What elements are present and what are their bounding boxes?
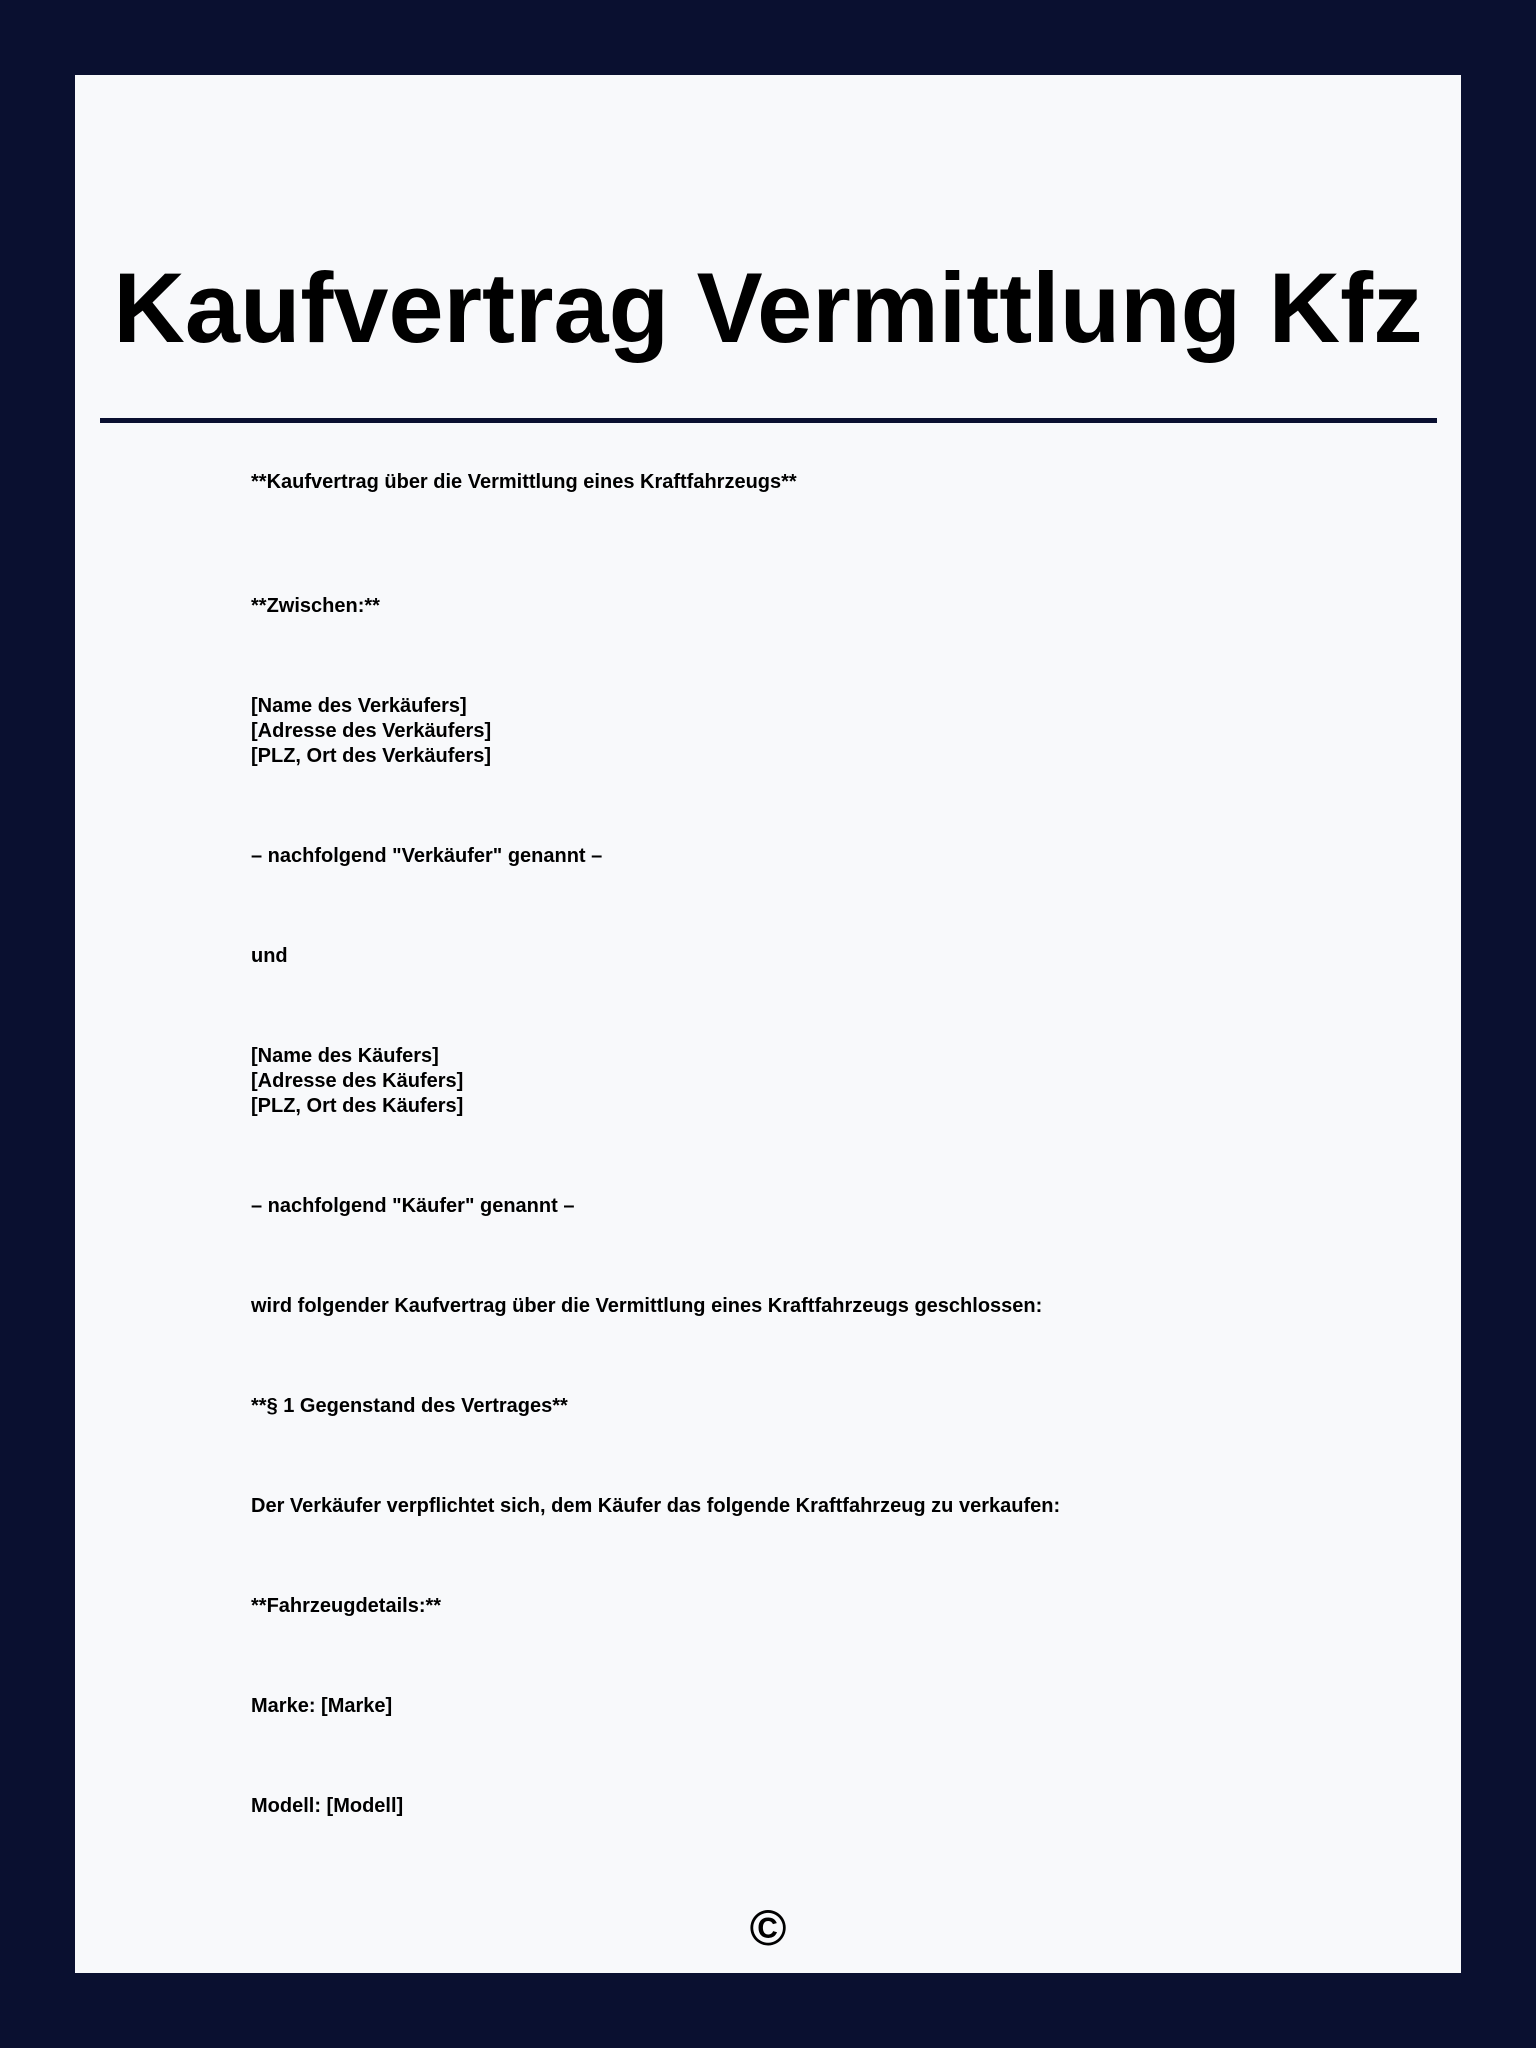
conjunction-text: und [251, 945, 288, 967]
vehicle-brand-text: Marke: [Marke] [251, 1695, 393, 1717]
contract-heading-text: **Kaufvertrag über die Vermittlung eines Kraftfahrzeugs** [251, 471, 797, 493]
buyer-designation [251, 1194, 1351, 1219]
seller-city: [PLZ, Ort des Verkäufers] [251, 745, 492, 767]
document-page [75, 75, 1461, 1973]
copyright-icon: © [749, 1900, 787, 1956]
seller-address: [Adresse des Verkäufers] [251, 720, 492, 742]
buyer-designation-text: – nachfolgend "Käufer" genannt – [251, 1195, 575, 1217]
vehicle-model-text: Modell: [Modell] [251, 1795, 404, 1817]
title-divider [100, 418, 1437, 423]
document-title: Kaufvertrag Vermittlung Kfz [113, 252, 1423, 363]
vehicle-model [251, 1794, 1351, 1819]
vehicle-details-heading-text: **Fahrzeugdetails:** [251, 1595, 442, 1617]
parties-intro-text: **Zwischen:** [251, 595, 380, 617]
buyer-city: [PLZ, Ort des Käufers] [251, 1095, 464, 1117]
section-1-body-text: Der Verkäufer verpflichtet sich, dem Käufer das folgende Kraftfahrzeug zu verkaufen: [251, 1495, 1061, 1517]
vehicle-brand [251, 1694, 1351, 1719]
contract-statement-text: wird folgender Kaufvertrag über die Vermittlung eines Kraftfahrzeugs geschlossen: [251, 1295, 1043, 1317]
section-1-heading [251, 1394, 1351, 1419]
seller-address-block [251, 694, 1351, 769]
vehicle-details-heading [251, 1594, 1351, 1619]
contract-heading [251, 470, 1351, 495]
document-body [251, 470, 1351, 1894]
seller-name: [Name des Verkäufers] [251, 695, 467, 717]
section-1-body [251, 1494, 1351, 1519]
contract-statement [251, 1294, 1351, 1319]
buyer-address-block [251, 1044, 1351, 1119]
seller-designation [251, 844, 1351, 869]
buyer-address: [Adresse des Käufers] [251, 1070, 464, 1092]
seller-designation-text: – nachfolgend "Verkäufer" genannt – [251, 845, 603, 867]
conjunction [251, 944, 1351, 969]
buyer-name: [Name des Käufers] [251, 1045, 439, 1067]
section-1-heading-text: **§ 1 Gegenstand des Vertrages** [251, 1395, 568, 1417]
parties-intro [251, 594, 1351, 619]
